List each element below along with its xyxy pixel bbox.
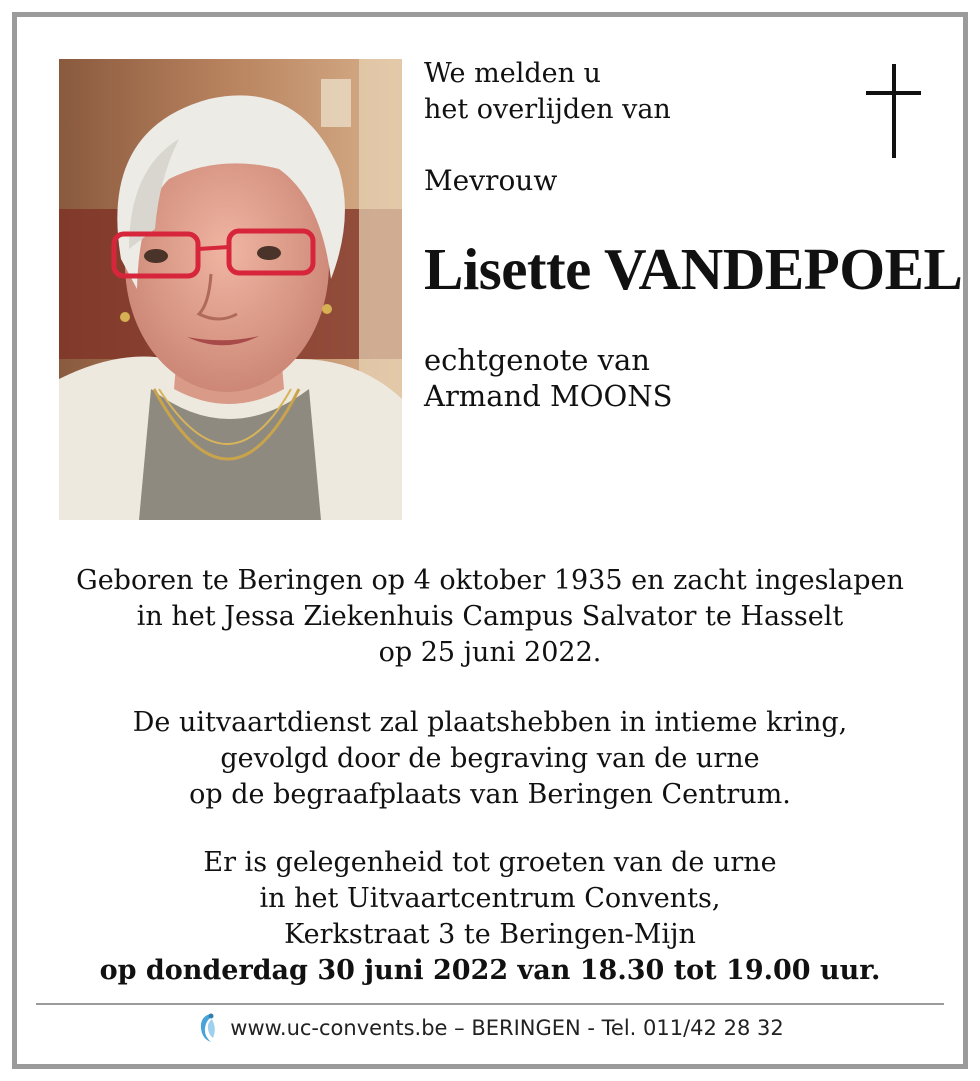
paragraph-line: Er is gelegenheid tot groeten van de urne	[203, 847, 777, 878]
paragraph-line: op de begraafplaats van Beringen Centrum.	[189, 779, 791, 810]
paragraph-line: op 25 juni 2022.	[378, 637, 602, 668]
portrait-photo	[59, 59, 402, 520]
spouse-relation: echtgenote van	[424, 343, 650, 377]
intro-text	[424, 56, 671, 128]
deceased-name: Lisette VANDEPOEL	[424, 236, 963, 302]
funeral-home-logo-icon	[196, 1011, 218, 1045]
paragraph-line: in het Jessa Ziekenhuis Campus Salvator te Hasselt	[136, 601, 844, 632]
cross-icon	[866, 64, 921, 158]
spouse-name: Armand MOONS	[424, 379, 673, 413]
paragraph-line: Kerkstraat 3 te Beringen-Mijn	[284, 919, 696, 950]
service-paragraph	[40, 705, 940, 813]
footer-contact: www.uc-convents.be – BERINGEN - Tel. 011/42 28 32	[230, 1016, 784, 1040]
paragraph-line: in het Uitvaartcentrum Convents,	[259, 883, 721, 914]
footer-divider	[36, 1003, 944, 1005]
intro-line: het overlijden van	[424, 94, 671, 125]
visitation-paragraph	[40, 845, 940, 989]
paragraph-line: Geboren te Beringen op 4 oktober 1935 en zacht ingeslapen	[76, 565, 904, 596]
visitation-datetime: op donderdag 30 juni 2022 van 18.30 tot 19.00 uur.	[99, 955, 881, 986]
title-prefix: Mevrouw	[424, 164, 558, 197]
spouse-block	[424, 342, 673, 414]
paragraph-line: De uitvaartdienst zal plaatshebben in intieme kring,	[132, 707, 848, 738]
footer	[0, 1010, 980, 1046]
birth-death-paragraph	[40, 563, 940, 671]
paragraph-line: gevolgd door de begraving van de urne	[220, 743, 760, 774]
intro-line: We melden u	[424, 58, 601, 89]
